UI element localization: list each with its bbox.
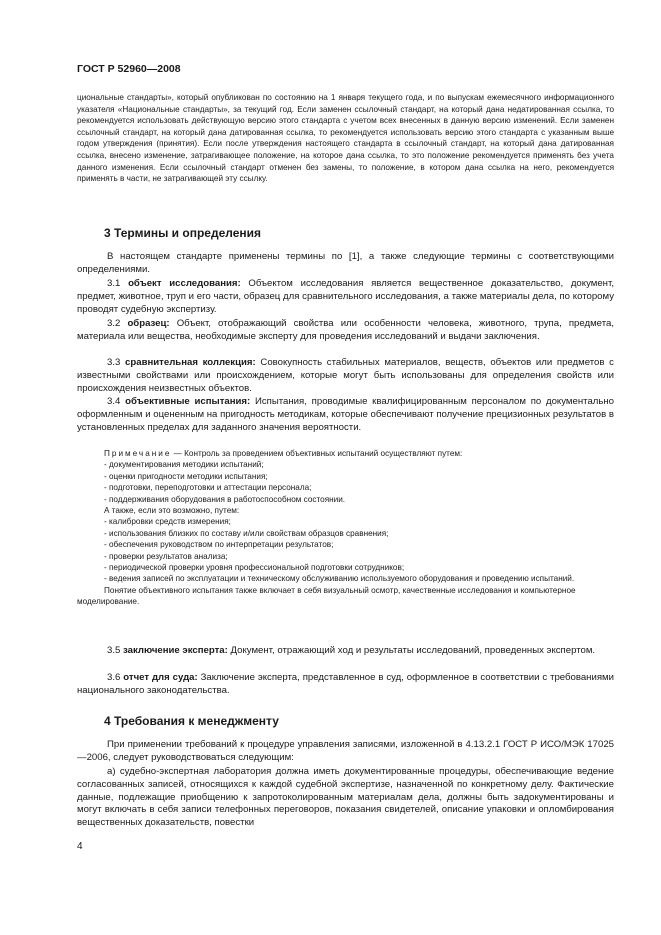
term-3-4 [77, 396, 614, 434]
intro-paragraph: циональные стандарты», который опубликован по состоянию на 1 января текущего года, и по выпускам ежемесячного информационного указателя «Национальные стандарты», за текущий год. Если заменен ссылочный стандарт, на который дана недатированная ссылка, то рекомендуется использовать действующую версию этого стандарта с учетом всех внесенных в данную версию изменений. Если заменен ссылочный стандарт, на который дана датированная ссылка, то рекомендуется использовать версию этого стандарта с указанным выше годом утверждения (принятия). Если после утверждения настоящего стандарта в ссылочный стандарт, на который дана датированная ссылка, внесено изменение, затрагивающее положение, на которое дана ссылка, то это положение рекомендуется применять без учета данного изменения. Если ссылочный стандарт отменен без замены, то положение, в котором дана ссылка на него, рекомендуется применять в части, не затрагивающей эту ссылку. [77, 93, 614, 184]
term-3-1 [77, 278, 614, 316]
note-item [77, 573, 614, 584]
term-name: объективные испытания: [125, 396, 251, 407]
note-item-text: - ведения записей по эксплуатации и техническому обслуживанию используемого оборудования и проведению испытаний. [104, 574, 575, 584]
section-4-heading: 4 Требования к менеджменту [104, 714, 279, 728]
term-number: 3.4 [107, 396, 121, 407]
term-3-3 [77, 357, 614, 395]
note-item: - калибровки средств измерения; [104, 517, 231, 527]
section-4-item-a: а) судебно-экспертная лаборатория должна иметь документированные процедуры, обеспечивающие ведение согласованных записей, относящихся к каждой судебной экспертизе, назначенной по конкретному делу. Фактические данные, подлежащие приобщению к запротоколированным материалам дела, должны быть задокументированы и могут включать в себя записи телефонных переговоров, показания свидетелей, описание упаковки и опломбирования вещественных доказательств, повестки [77, 766, 614, 829]
section-3-heading: 3 Термины и определения [104, 226, 262, 240]
note-item: - периодической проверки уровня профессиональной подготовки сотрудников; [104, 563, 405, 573]
note-item: - использования близких по составу и/или свойствам образцов сравнения; [104, 528, 389, 538]
page-number: 4 [77, 841, 83, 852]
term-definition: Испытания, проводимые квалифицированным персоналом по документально оформленным и оцененным на пригодность методикам, которые обеспечивают получение прецизионных результатов в установленных пределах для заданного значения вероятности. [77, 396, 615, 433]
term-3-5 [77, 645, 614, 658]
note-block [77, 448, 614, 608]
term-definition: Объект, отображающий свойства или особенности человека, животного, трупа, предмета, материала или вещества, необходимые эксперту для проведения исследований и выдачи заключения. [77, 318, 614, 342]
term-number: 3.2 [107, 318, 121, 329]
note-also: А также, если это возможно, путем: [104, 506, 240, 516]
term-definition: Совокупность стабильных материалов, веществ, объектов или предметов с известными свойствами или происхождением, которые могут быть использованы для определения свойств или происхождения неизвестных объектов. [77, 357, 614, 394]
term-name: отчет для суда: [123, 672, 198, 683]
note-item: - оценки пригодности методики испытания; [104, 471, 268, 481]
term-3-2 [77, 318, 614, 344]
note-item: - проверки результатов анализа; [104, 551, 228, 561]
term-number: 3.3 [107, 357, 121, 368]
term-name: сравнительная коллекция: [125, 357, 256, 368]
section-4-intro: При применении требований к процедуре управления записями, изложенной в 4.13.2.1 ГОСТ Р ИСО/МЭК 17025—2006, следует руководствоваться следующим: [77, 739, 614, 763]
note-item: - поддерживания оборудования в работоспособном состоянии. [104, 494, 346, 504]
section-3-intro: В настоящем стандарте применены термины по [1], а также следующие термины с соответствующими определениями. [77, 251, 614, 275]
note-item: - подготовки, переподготовки и аттестации персонала; [104, 483, 312, 493]
page-header: ГОСТ Р 52960—2008 [77, 63, 181, 75]
term-name: заключение эксперта: [123, 645, 228, 656]
note-item: - документирования методики испытаний; [104, 460, 264, 470]
term-3-6 [77, 672, 614, 698]
term-definition: Заключение эксперта, представленное в суд, оформленное в соответствии с требованиями национального законодательства. [77, 672, 614, 696]
term-number: 3.6 [107, 672, 121, 683]
term-number: 3.5 [107, 645, 121, 656]
note-item: - обеспечения руководством по интерпретации результатов; [104, 540, 334, 550]
term-name: образец: [127, 318, 170, 329]
term-definition: Документ, отражающий ход и результаты исследований, проведенных экспертом. [230, 645, 596, 656]
term-definition: Объектом исследования является вещественное доказательство, документ, предмет, животное, труп и его части, образец для сравнительного исследования, а также материалы дела, по которому проводят судебную экспертизу. [77, 278, 614, 315]
term-name: объект исследования: [128, 278, 241, 289]
note-lead: — Контроль за проведением объективных испытаний осуществляют путем: [173, 449, 463, 458]
note-label: Примечание [104, 449, 172, 458]
note-closing: Понятие объективного испытания также включает в себя визуальный осмотр, качественные исследования и компьютерное моделирование. [77, 585, 576, 607]
term-number: 3.1 [107, 278, 121, 289]
